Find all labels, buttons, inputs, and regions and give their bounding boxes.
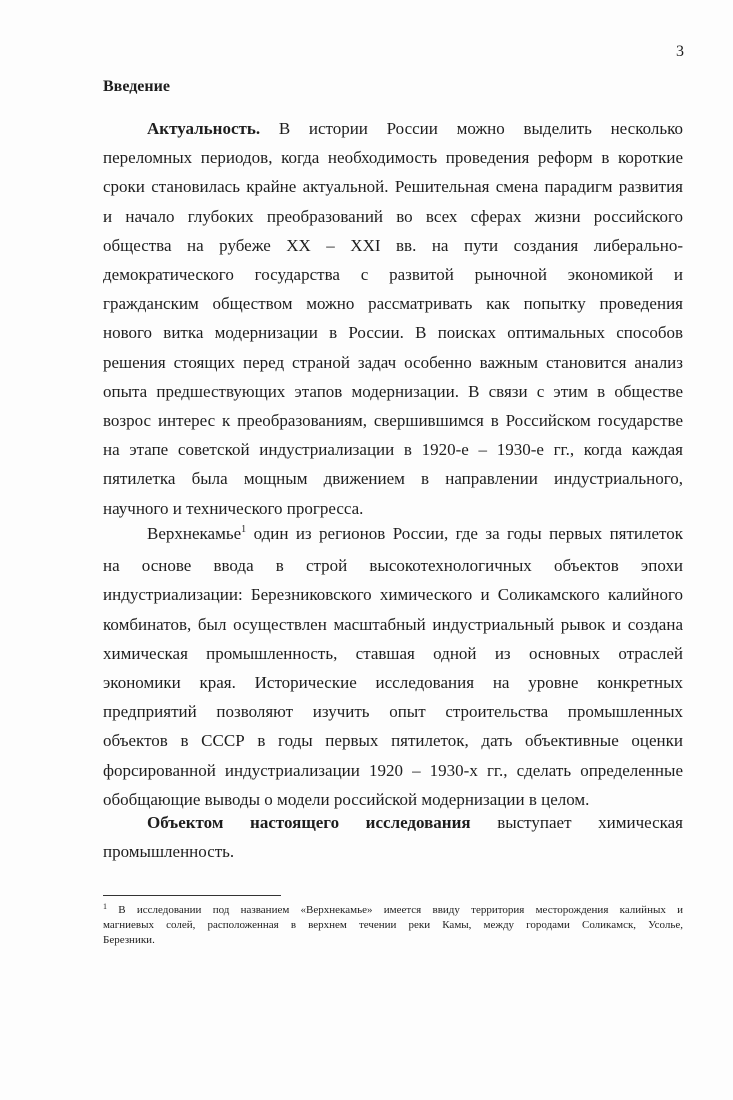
paragraph-line: предприятий позволяют изучить опыт строительства промышленных: [103, 702, 683, 722]
paragraph-relevance: [103, 114, 683, 523]
paragraph-line: научного и технического прогресса.: [103, 498, 364, 518]
section-heading: Введение: [103, 78, 170, 95]
paragraph-line: на основе ввода в строй высокотехнологичных объектов эпохи: [103, 556, 683, 576]
footnote-reference[interactable]: 1: [241, 524, 247, 535]
line-text: выступает химическая: [497, 813, 683, 832]
footnote-line: [103, 903, 683, 918]
paragraph-line: и начало глубоких преобразований во всех сферах жизни российского: [103, 206, 683, 226]
line-text: один из регионов России, где за годы первых пятилеток: [253, 524, 684, 543]
paragraph-line: на этапе советской индустриализации в 1920-е – 1930-е гг., когда каждая: [103, 440, 683, 460]
object-term: Объектом настоящего исследования: [147, 813, 471, 832]
footnote-divider: [103, 895, 281, 896]
paragraph-line: переломных периодов, когда необходимость проведения реформ в короткие: [103, 148, 683, 168]
paragraph-line: [103, 808, 683, 837]
paragraph-line: обобщающие выводы о модели российской модернизации в целом.: [103, 789, 590, 809]
paragraph-line: опыта предшествующих этапов модернизации. В связи с этим в обществе: [103, 381, 683, 401]
paragraph-line: промышленность.: [103, 842, 235, 862]
paragraph-line: объектов в СССР в годы первых пятилеток, дать объективные оценки: [103, 731, 683, 751]
paragraph-line: нового витка модернизации в России. В поисках оптимальных способов: [103, 323, 683, 343]
footnote-line: магниевых солей, расположенная в верхнем течении реки Камы, между городами Соликамск, Усолье,: [103, 919, 683, 931]
paragraph-line: решения стоящих перед страной задач особенно важным становится анализ: [103, 352, 683, 372]
line-text: В исследовании под названием «Верхнекамье» имеется ввиду территория месторождения калийных и: [118, 904, 683, 916]
paragraph-line: [103, 519, 683, 551]
paragraph-line: [103, 114, 683, 143]
footnote: [103, 903, 683, 948]
lead-term: Актуальность.: [147, 119, 261, 138]
paragraph-line: демократического государства с развитой рыночной экономикой и: [103, 265, 683, 285]
footnote-mark: 1: [103, 902, 107, 911]
paragraph-line: общества на рубеже XX – XXI вв. на пути создания либерально-: [103, 235, 683, 255]
paragraph-object: [103, 808, 683, 866]
paragraph-line: форсированной индустриализации 1920 – 1930-х гг., сделать определенные: [103, 760, 683, 780]
paragraph-line: экономики края. Исторические исследования на уровне конкретных: [103, 673, 683, 693]
region-term: Верхнекамье: [147, 524, 242, 543]
paragraph-line: гражданским обществом можно рассматривать как попытку проведения: [103, 294, 683, 314]
paragraph-line: индустриализации: Березниковского химического и Соликамского калийного: [103, 585, 683, 605]
paragraph-region: [103, 519, 683, 814]
paragraph-line: химическая промышленность, ставшая одной из основных отраслей: [103, 643, 683, 663]
page-number: 3: [676, 43, 684, 60]
line-text: В истории России можно выделить несколько: [278, 119, 684, 138]
paragraph-line: сроки становилась крайне актуальной. Решительная смена парадигм развития: [103, 177, 683, 197]
paragraph-line: комбинатов, был осуществлен масштабный индустриальный рывок и создана: [103, 614, 683, 634]
paragraph-line: пятилетка была мощным движением в направлении индустриального,: [103, 469, 683, 489]
footnote-line: Березники.: [103, 934, 155, 946]
paragraph-line: возрос интерес к преобразованиям, свершившимся в Российском государстве: [103, 411, 683, 431]
